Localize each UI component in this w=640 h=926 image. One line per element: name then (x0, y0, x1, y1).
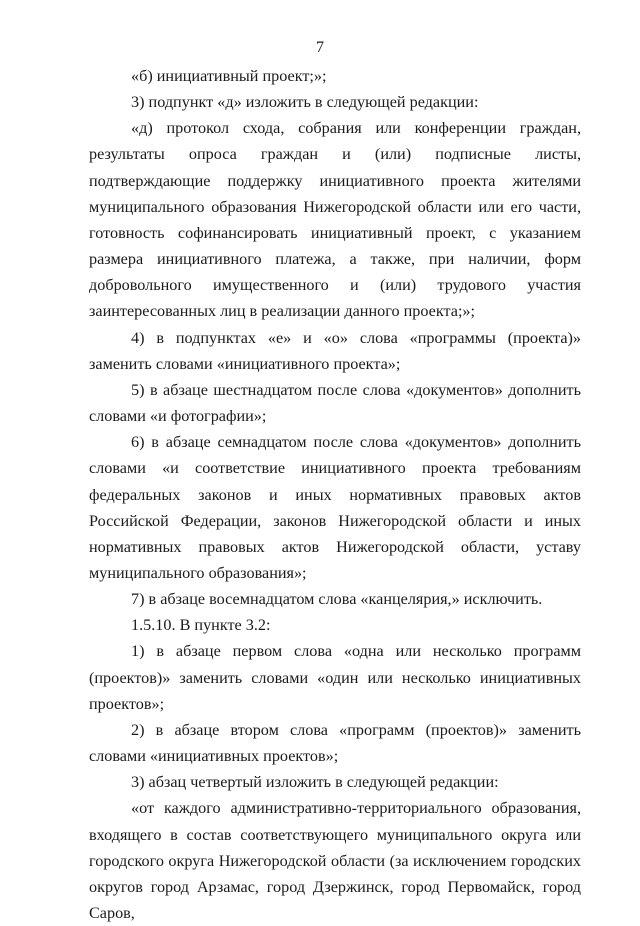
paragraph-5: 5) в абзаце шестнадцатом после слова «документов» дополнить словами «и фотографии»; (89, 380, 581, 426)
page-number: 7 (316, 39, 324, 56)
paragraph-3: «д) протокол схода, собрания или конференции граждан, результаты опроса граждан и (или) подписные листы, подтверждающие поддержку инициативного проекта жителями муниципального образования Нижегородской области или его части, готовность софинансировать инициативный проект, с указанием размера инициативного платежа, а также, при наличии, форм добровольного имущественного и (или) трудового участия заинтересованных лиц в реализации данного проекта;»; (89, 119, 581, 321)
paragraph-7: 7) в абзаце восемнадцатом слова «канцелярия,» исключить. (131, 590, 543, 609)
paragraph-11: 3) абзац четвертый изложить в следующей редакции: (131, 773, 499, 792)
paragraph-2: 3) подпункт «д» изложить в следующей редакции: (131, 93, 479, 112)
document-body (89, 63, 581, 926)
paragraph-6: 6) в абзаце семнадцатом после слова «документов» дополнить словами «и соответствие инициативного проекта требованиям федеральных законов и иных нормативных правовых актов Российской Федерации, законов Нижегородской области и иных нормативных правовых актов Нижегородской области, уставу муниципального образования»; (89, 433, 581, 582)
paragraph-12: «от каждого административно-территориального образования, входящего в состав соответствующего муниципального округа или городского округа Нижегородской области (за исключением городских округов город Арзамас, город Дзержинск, город Первомайск, город Саров, (89, 799, 581, 922)
paragraph-8: 1.5.10. В пункте 3.2: (131, 616, 271, 635)
paragraph-9: 1) в абзаце первом слова «одна или несколько программ (проектов)» заменить словами «один или несколько инициативных проектов»; (89, 642, 581, 713)
paragraph-4: 4) в подпунктах «е» и «о» слова «программы (проекта)» заменить словами «инициативного проекта»; (89, 328, 581, 373)
paragraph-10: 2) в абзаце втором слова «программ (проектов)» заменить словами «инициативных проектов»; (89, 720, 581, 766)
paragraph-1: «б) инициативный проект;»; (131, 67, 327, 85)
